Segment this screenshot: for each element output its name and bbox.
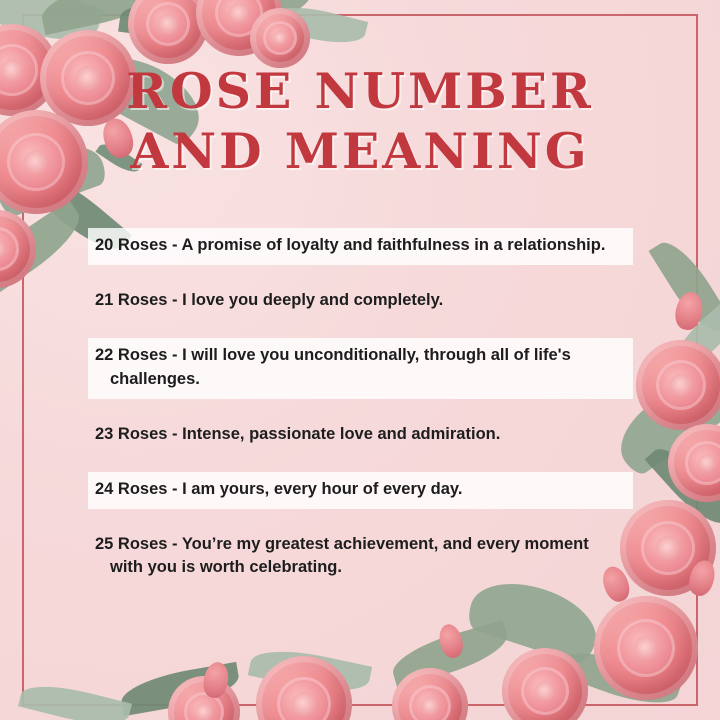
list-item [88, 527, 633, 588]
entry-number: 25 Roses [95, 534, 168, 553]
title-line-2: AND MEANING [130, 121, 590, 180]
page-title [0, 62, 720, 182]
entry-number: 24 Roses [95, 479, 168, 498]
entry-number: 21 Roses [95, 290, 168, 309]
entry-separator: - [167, 290, 183, 309]
rose-icon [636, 340, 720, 430]
list-item [88, 417, 633, 454]
title-line-1: ROSE NUMBER [126, 62, 594, 120]
entry-number: 22 Roses [95, 345, 168, 364]
entry-separator: - [167, 424, 183, 443]
entry-separator: - [167, 345, 183, 364]
entry-number: 20 Roses [95, 236, 168, 254]
list-item [88, 338, 633, 399]
rose-meaning-list [88, 228, 633, 605]
entry-meaning: I will love you unconditionally, through all of life's challenges. [110, 345, 571, 388]
list-item [88, 228, 633, 265]
entry-meaning: I am yours, every hour of every day. [182, 479, 463, 498]
entry-separator: - [167, 236, 182, 254]
rose-icon [250, 8, 310, 68]
list-item [88, 472, 633, 509]
entry-meaning: A promise of loyalty and faithfulness in a relationship. [181, 236, 606, 254]
entry-meaning: You’re my greatest achievement, and every moment with you is worth celebrating. [110, 534, 589, 577]
entry-meaning: I love you deeply and completely. [182, 290, 444, 309]
entry-separator: - [167, 479, 183, 498]
list-item [88, 283, 633, 320]
entry-separator: - [167, 534, 182, 553]
rose-icon [594, 596, 698, 700]
entry-number: 23 Roses [95, 424, 168, 443]
entry-meaning: Intense, passionate love and admiration. [182, 424, 501, 443]
